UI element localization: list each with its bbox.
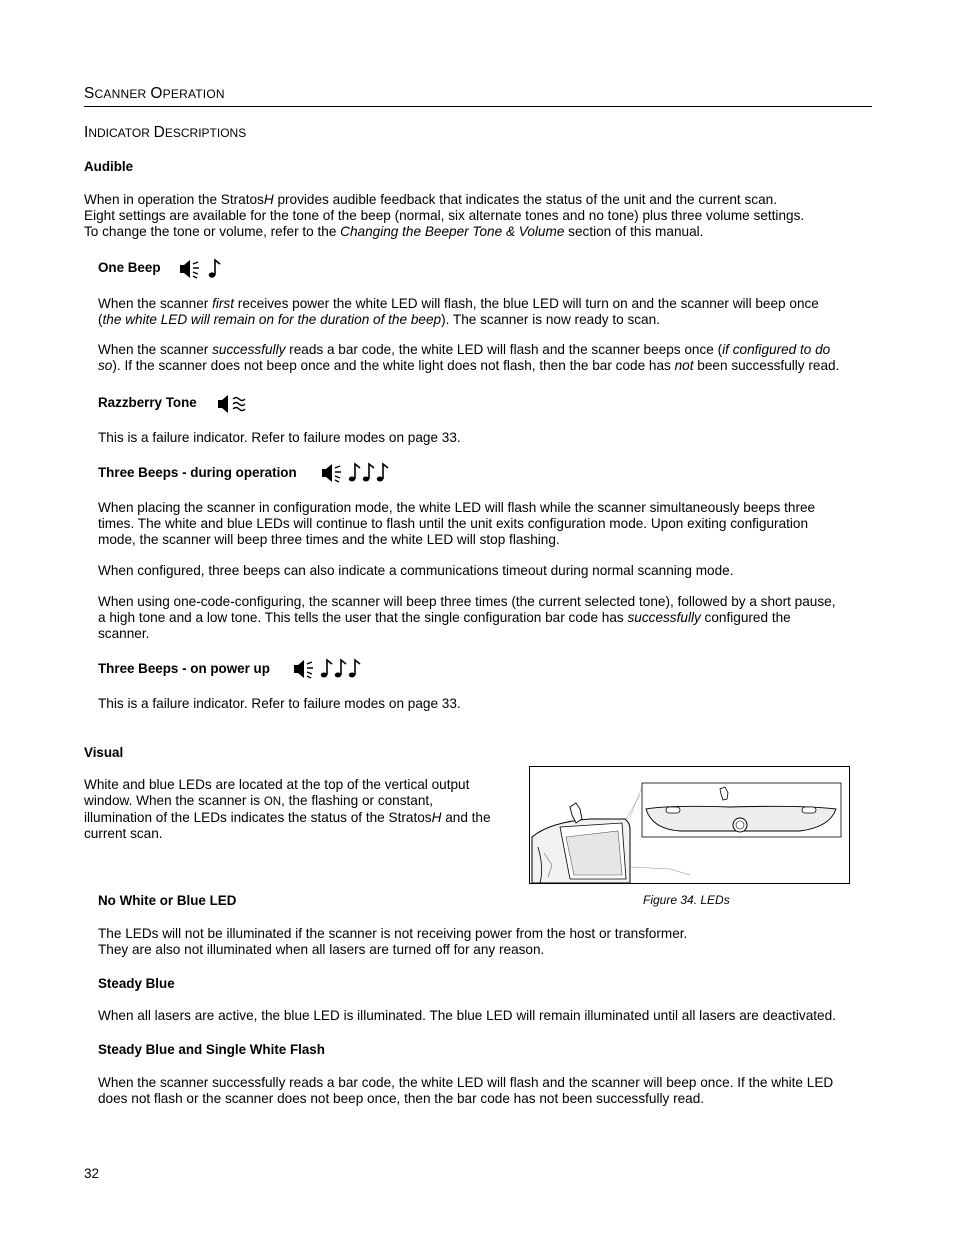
speaker-three-notes-icon — [292, 657, 364, 681]
speaker-three-notes-icon — [320, 461, 392, 485]
steady-blue-para: When all lasers are active, the blue LED is illuminated. The blue LED will remain illuminated until all lasers are deactivated. — [98, 1008, 836, 1023]
visual-title: Visual — [84, 745, 124, 760]
three-beeps-power-para: This is a failure indicator. Refer to failure modes on page 33. — [98, 696, 461, 711]
steady-blue-flash-para: When the scanner successfully reads a bar code, the white LED will flash and the scanner will beep once. If the white LED does not flash or the scanner does not beep once, then the bar code has not been successfully read. — [98, 1075, 834, 1106]
one-beep-title: One Beep — [98, 260, 161, 275]
no-led-title: No White or Blue LED — [98, 893, 237, 908]
heading-rule — [84, 106, 872, 107]
steady-blue-title: Steady Blue — [98, 976, 175, 991]
figure-caption: Figure 34. LEDs — [643, 893, 730, 907]
section-heading: SCANNER OPERATION — [84, 85, 225, 102]
no-led-para: The LEDs will not be illuminated if the scanner is not receiving power from the host or transformer. They are also not illuminated when all lasers are turned off for any reason. — [98, 926, 688, 957]
page-number: 32 — [84, 1166, 100, 1181]
three-beeps-operation-para-1: When placing the scanner in configuration mode, the white LED will flash while the scanner simultaneously beeps three times. The white and blue LEDs will continue to flash until the unit exits configuration mode. Upon exiting configuration mode, the scanner will beep three times and the white LED will stop flashing. — [98, 500, 816, 547]
razzberry-title: Razzberry Tone — [98, 395, 197, 410]
scanner-led-illustration — [530, 767, 849, 883]
three-beeps-operation-para-3: When using one-code-configuring, the scanner will beep three times (the current selected tone), followed by a short pause, a high tone and a low tone. This tells the user that the single configuration bar code has successfully configured the scanner. — [98, 594, 836, 641]
steady-blue-flash-title: Steady Blue and Single White Flash — [98, 1042, 325, 1057]
led-figure — [529, 766, 850, 884]
three-beeps-power-title: Three Beeps - on power up — [98, 661, 270, 676]
one-beep-para-2: When the scanner successfully reads a bar code, the white LED will flash and the scanner beeps once (if configured to do so). If the scanner does not beep once and the white light does not flash, then the bar code has not been successfully read. — [98, 342, 840, 373]
three-beeps-operation-para-2: When configured, three beeps can also indicate a communications timeout during normal scanning mode. — [98, 563, 734, 578]
visual-intro: White and blue LEDs are located at the top of the vertical output window. When the scanner is ON, the flashing or constant, illumination of the LEDs indicates the status of the StratosH and the current scan. — [84, 777, 491, 841]
speaker-one-note-icon — [178, 257, 226, 281]
sub-heading: INDICATOR DESCRIPTIONS — [84, 124, 247, 141]
razzberry-para: This is a failure indicator. Refer to failure modes on page 33. — [98, 430, 461, 445]
speaker-razzberry-icon — [216, 392, 252, 416]
three-beeps-operation-title: Three Beeps - during operation — [98, 465, 297, 480]
audible-intro: When in operation the StratosH provides audible feedback that indicates the status of the unit and the current scan. Eight settings are available for the tone of the beep (normal, six alternate tones and no tone) plus three volume settings. To change the tone or volume, refer to the Changing the Beeper Tone & Volume section of this manual. — [84, 192, 805, 239]
one-beep-para-1: When the scanner first receives power the white LED will flash, the blue LED will turn on and the scanner will beep once (the white LED will remain on for the duration of the beep). The scanner is now ready to scan. — [98, 296, 819, 327]
audible-title: Audible — [84, 159, 134, 174]
